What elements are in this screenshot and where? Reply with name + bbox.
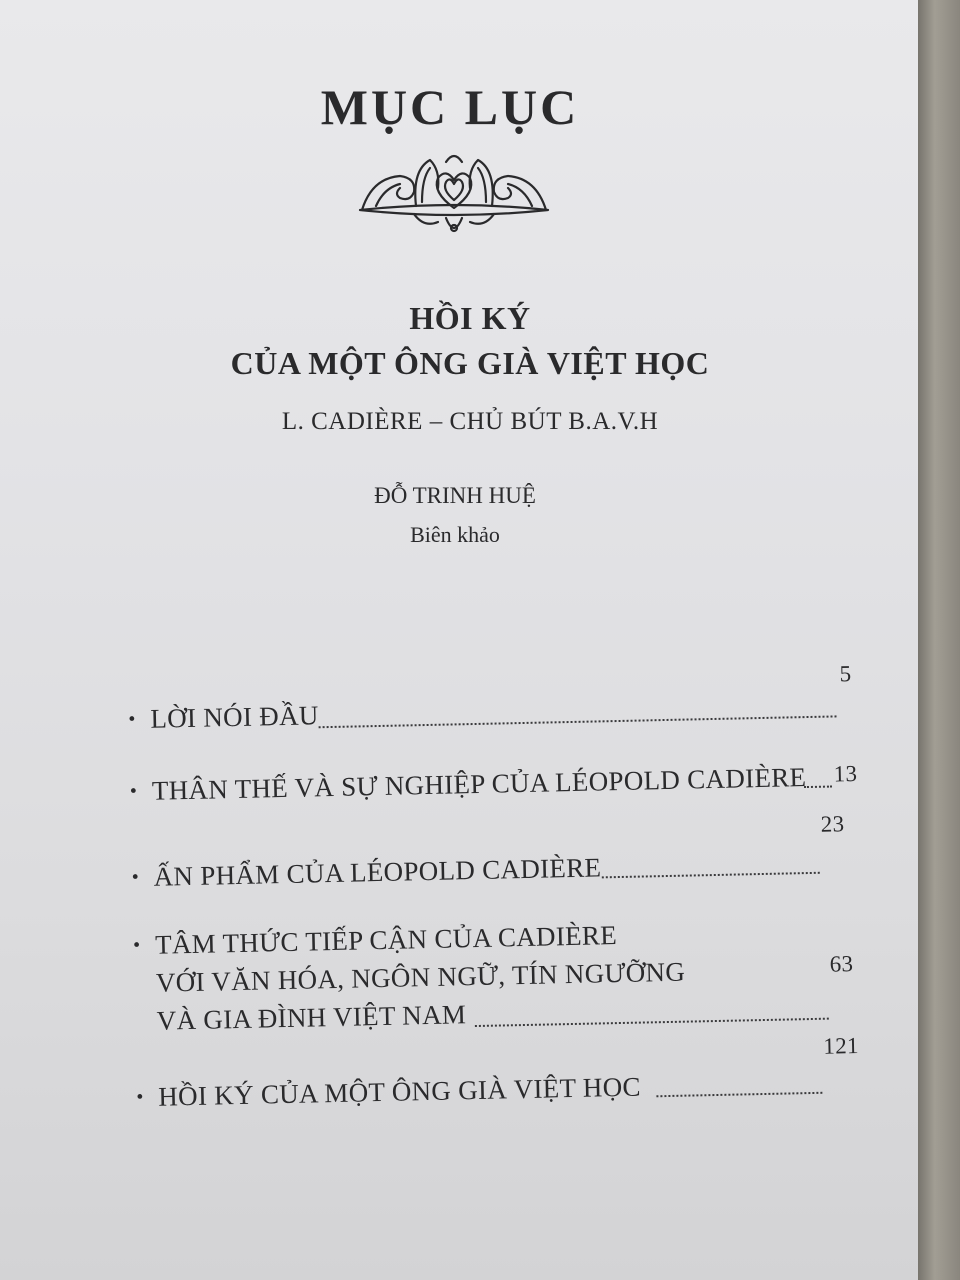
leader-dots	[602, 872, 820, 879]
leader-dots	[804, 786, 832, 789]
toc-entry-title: LỜI NÓI ĐẦU	[150, 700, 319, 734]
bullet-icon: •	[129, 780, 138, 803]
toc-entry-title: THÂN THẾ VÀ SỰ NGHIỆP CỦA LÉOPOLD CADIÈRE	[151, 762, 807, 806]
toc-page-number: 121	[823, 1033, 860, 1059]
editor-role: Biên khảo	[410, 522, 500, 547]
leader-dots	[656, 1092, 822, 1097]
toc-entry-title: ẤN PHẨM CỦA LÉOPOLD CADIÈRE	[153, 852, 602, 892]
book-title-line-2: CỦA MỘT ÔNG GIÀ VIỆT HỌC	[230, 345, 710, 381]
page-edge-shadow	[918, 0, 960, 1280]
book-title-line-1: HỒI KÝ	[409, 300, 531, 336]
bullet-icon: •	[132, 934, 141, 957]
bullet-icon: •	[131, 866, 140, 889]
toc-page-number: 23	[820, 811, 845, 837]
bullet-icon: •	[128, 708, 136, 731]
author-line: L. CADIÈRE – CHỦ BÚT B.A.V.H	[281, 408, 659, 435]
bullet-icon: •	[136, 1086, 144, 1109]
toc-page-number: 63	[829, 951, 854, 977]
toc-entry-title-line: VÀ GIA ĐÌNH VIỆT NAM	[156, 999, 467, 1036]
toc-page-number: 13	[833, 760, 858, 787]
toc-entry-title: HỒI KÝ CỦA MỘT ÔNG GIÀ VIỆT HỌC	[157, 1071, 642, 1112]
page-title: MỤC LỤC	[320, 79, 580, 135]
toc-entry-title: TÂM THỨC TIẾP CẬN CỦA CADIÈRE	[154, 920, 618, 960]
leader-dots	[319, 715, 837, 728]
toc-page-number: 5	[839, 661, 852, 687]
editor-name: ĐỖ TRINH HUỆ	[374, 483, 536, 508]
toc-entry-title-line: VỚI VĂN HÓA, NGÔN NGỮ, TÍN NGƯỠNG	[155, 956, 686, 998]
leader-dots	[475, 1018, 829, 1027]
